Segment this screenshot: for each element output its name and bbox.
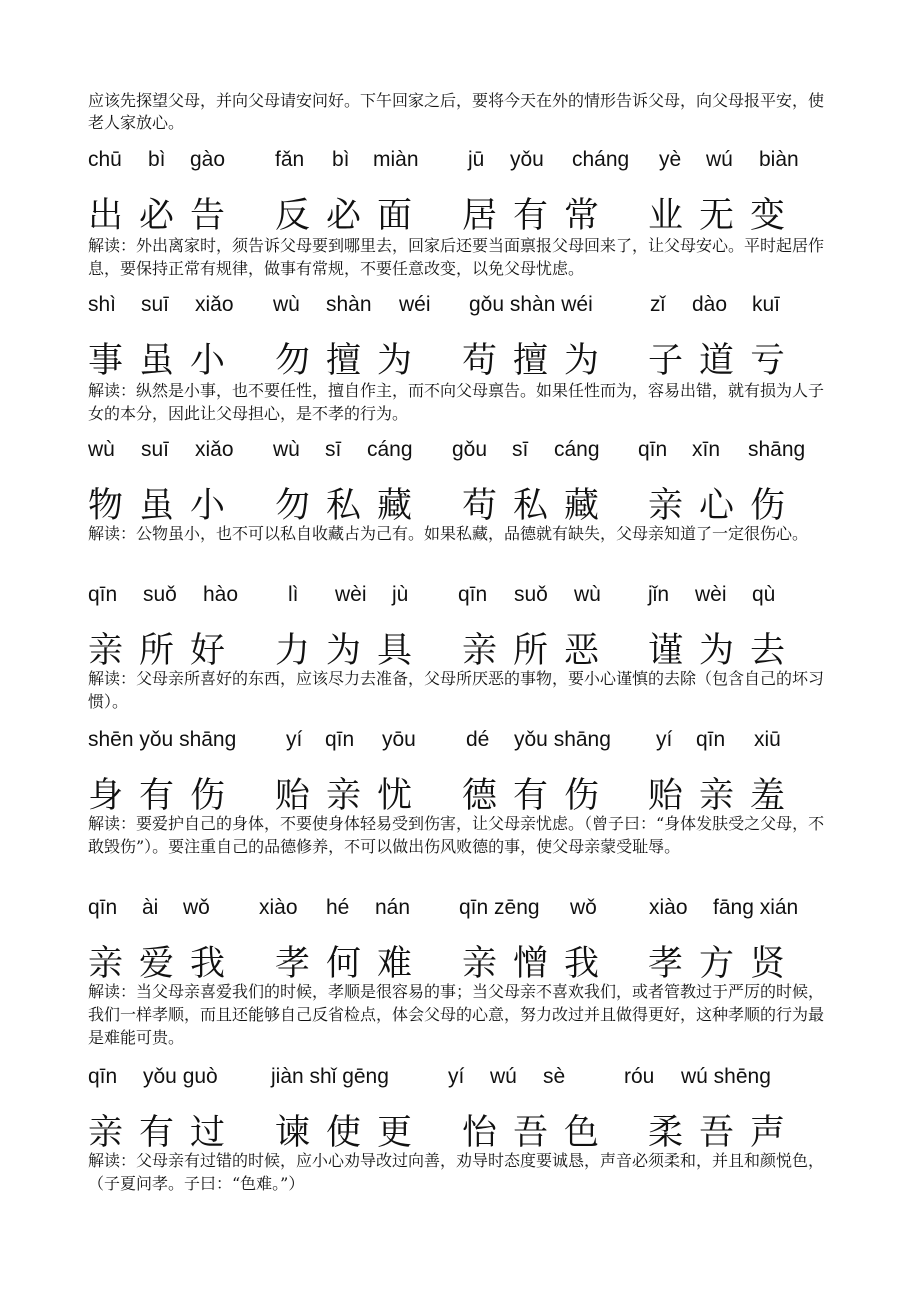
verse-phrase: 德有伤 [462, 776, 616, 816]
pinyin-line [0, 1065, 920, 1091]
verse-phrase: 柔吾声 [648, 1113, 802, 1153]
pinyin-syllable: bì [332, 148, 350, 171]
pinyin-syllable: cháng [572, 148, 630, 171]
verse-phrase: 业无变 [648, 196, 802, 236]
pinyin-syllable: qīn [458, 583, 488, 606]
pinyin-syllable: cáng [554, 438, 600, 461]
pinyin-syllable: yí [448, 1065, 465, 1088]
pinyin-syllable: róu [624, 1065, 655, 1088]
pinyin-line [0, 148, 920, 174]
verse-phrase: 贻亲忧 [275, 776, 429, 816]
pinyin-syllable: chū [88, 148, 122, 171]
pinyin-syllable: miàn [373, 148, 419, 171]
verse-phrase: 事虽小 [88, 341, 242, 381]
pinyin-syllable: suǒ [143, 583, 177, 606]
pinyin-syllable: suī [141, 438, 170, 461]
pinyin-syllable: suǒ [514, 583, 548, 606]
verse-explanation: 解读：纵然是小事，也不要任性，擅自作主，而不向父母禀告。如果任性而为，容易出错，就有损为人子女的本分，因此让父母担心，是不孝的行为。 [88, 381, 825, 423]
verse-phrase: 物虽小 [88, 486, 242, 526]
pinyin-syllable: yí [286, 728, 303, 751]
verse-phrase: 居有常 [462, 196, 616, 236]
pinyin-syllable: yǒu shāng [514, 728, 611, 751]
verse-phrase: 勿擅为 [275, 341, 429, 381]
verse-line [0, 188, 920, 236]
pinyin-syllable: wèi [695, 583, 727, 606]
verse-phrase: 苟擅为 [462, 341, 616, 381]
pinyin-syllable: bì [148, 148, 166, 171]
pinyin-syllable: jiàn shǐ gēng [271, 1065, 389, 1088]
intro-paragraph: 应该先探望父母，并向父母请安问好。下午回家之后，要将今天在外的情形告诉父母，向父母报平安，使老人家放心。 [88, 91, 825, 132]
pinyin-syllable: qīn [88, 896, 118, 919]
verse-phrase: 身有伤 [88, 776, 242, 816]
pinyin-syllable: dào [692, 293, 728, 316]
verse-line [0, 623, 920, 671]
pinyin-line [0, 728, 920, 754]
verse-phrase: 勿私藏 [275, 486, 429, 526]
pinyin-line [0, 293, 920, 319]
verse-phrase: 子道亏 [648, 341, 802, 381]
pinyin-syllable: shēn yǒu shāng [88, 728, 237, 751]
verse-phrase: 谨为去 [648, 631, 802, 671]
pinyin-syllable: cáng [367, 438, 413, 461]
verse-phrase: 反必面 [275, 196, 429, 236]
pinyin-syllable: qīn [696, 728, 726, 751]
verse-line [0, 1105, 920, 1153]
verse-phrase: 苟私藏 [462, 486, 616, 526]
pinyin-syllable: shāng [748, 438, 806, 461]
verse-explanation: 解读：父母亲有过错的时候，应小心劝导改过向善，劝导时态度要诚恳，声音必须柔和，并且和颜悦色，（子夏问孝。子曰：“色难。”） [88, 1151, 825, 1193]
pinyin-syllable: qīn zēng [459, 896, 540, 919]
pinyin-syllable: hào [203, 583, 239, 606]
pinyin-syllable: wú [706, 148, 733, 171]
pinyin-syllable: yè [659, 148, 682, 171]
pinyin-syllable: wù [273, 438, 300, 461]
pinyin-syllable: shì [88, 293, 117, 316]
pinyin-syllable: fāng xián [713, 896, 799, 919]
verse-line [0, 936, 920, 984]
pinyin-syllable: wù [273, 293, 300, 316]
pinyin-syllable: qù [752, 583, 776, 606]
pinyin-syllable: sī [325, 438, 342, 461]
pinyin-syllable: wú [490, 1065, 517, 1088]
verse-phrase: 出必告 [88, 196, 242, 236]
pinyin-syllable: gǒu [452, 438, 488, 461]
pinyin-syllable: qīn [638, 438, 668, 461]
pinyin-syllable: xiào [649, 896, 688, 919]
pinyin-syllable: sī [512, 438, 529, 461]
verse-phrase: 贻亲羞 [648, 776, 802, 816]
pinyin-syllable: wǒ [570, 896, 597, 919]
pinyin-syllable: xiǎo [195, 438, 234, 461]
verse-phrase: 亲心伤 [648, 486, 802, 526]
pinyin-syllable: lì [288, 583, 299, 606]
verse-phrase: 谏使更 [275, 1113, 429, 1153]
pinyin-syllable: wèi [335, 583, 367, 606]
pinyin-syllable: jū [468, 148, 485, 171]
verse-phrase: 亲所好 [88, 631, 242, 671]
verse-explanation: 解读：父母亲所喜好的东西，应该尽力去准备，父母所厌恶的事物，要小心谨慎的去除（包含自己的坏习惯）。 [88, 669, 825, 711]
pinyin-syllable: biàn [759, 148, 799, 171]
verse-phrase: 力为具 [275, 631, 429, 671]
pinyin-syllable: yǒu [510, 148, 544, 171]
verse-line [0, 768, 920, 816]
pinyin-syllable: zǐ [650, 293, 666, 316]
pinyin-syllable: sè [543, 1065, 566, 1088]
pinyin-syllable: nán [375, 896, 411, 919]
pinyin-syllable: wù [88, 438, 115, 461]
pinyin-syllable: qīn [88, 1065, 118, 1088]
pinyin-syllable: jǐn [648, 583, 670, 606]
verse-explanation: 解读：当父母亲喜爱我们的时候，孝顺是很容易的事；当父母亲不喜欢我们，或者管教过于严厉的时候，我们一样孝顺，而且还能够自己反省检点，体会父母的心意，努力改过并且做得更好，这种孝顺的行为最是难能可贵。 [88, 982, 825, 1047]
verse-explanation: 解读：要爱护自己的身体，不要使身体轻易受到伤害，让父母亲忧虑。（曾子曰：“身体发肤受之父母，不敢毁伤”）。要注重自己的品德修养，不可以做出伤风败德的事，使父母亲蒙受耻辱。 [88, 814, 825, 856]
verse-phrase: 亲憎我 [462, 944, 616, 984]
verse-phrase: 孝方贤 [648, 944, 802, 984]
verse-line [0, 478, 920, 526]
pinyin-line [0, 438, 920, 464]
pinyin-syllable: wéi [399, 293, 431, 316]
pinyin-syllable: fǎn [275, 148, 305, 171]
verse-phrase: 怡吾色 [462, 1113, 616, 1153]
pinyin-syllable: yōu [382, 728, 416, 751]
pinyin-syllable: gào [190, 148, 226, 171]
verse-phrase: 亲爱我 [88, 944, 242, 984]
pinyin-syllable: gǒu shàn wéi [469, 293, 593, 316]
pinyin-syllable: xiào [259, 896, 298, 919]
pinyin-syllable: xīn [692, 438, 721, 461]
pinyin-line [0, 583, 920, 609]
pinyin-syllable: hé [326, 896, 350, 919]
pinyin-syllable: yǒu guò [143, 1065, 218, 1088]
verse-line [0, 333, 920, 381]
pinyin-syllable: xiū [754, 728, 781, 751]
pinyin-line [0, 896, 920, 922]
verse-explanation: 解读：公物虽小，也不可以私自收藏占为己有。如果私藏，品德就有缺失，父母亲知道了一定很伤心。 [88, 524, 809, 543]
pinyin-syllable: yí [656, 728, 673, 751]
pinyin-syllable: dé [466, 728, 490, 751]
pinyin-syllable: kuī [752, 293, 781, 316]
verse-phrase: 亲有过 [88, 1113, 242, 1153]
pinyin-syllable: xiǎo [195, 293, 234, 316]
pinyin-syllable: wǒ [183, 896, 210, 919]
pinyin-syllable: wù [574, 583, 601, 606]
pinyin-syllable: suī [141, 293, 170, 316]
pinyin-syllable: qīn [88, 583, 118, 606]
pinyin-syllable: wú shēng [681, 1065, 771, 1088]
pinyin-syllable: shàn [326, 293, 372, 316]
verse-explanation: 解读：外出离家时，须告诉父母要到哪里去，回家后还要当面禀报父母回来了，让父母安心。平时起居作息，要保持正常有规律，做事有常规，不要任意改变，以免父母忧虑。 [88, 236, 825, 278]
verse-phrase: 亲所恶 [462, 631, 616, 671]
pinyin-syllable: ài [142, 896, 159, 919]
pinyin-syllable: qīn [325, 728, 355, 751]
pinyin-syllable: jù [392, 583, 409, 606]
verse-phrase: 孝何难 [275, 944, 429, 984]
